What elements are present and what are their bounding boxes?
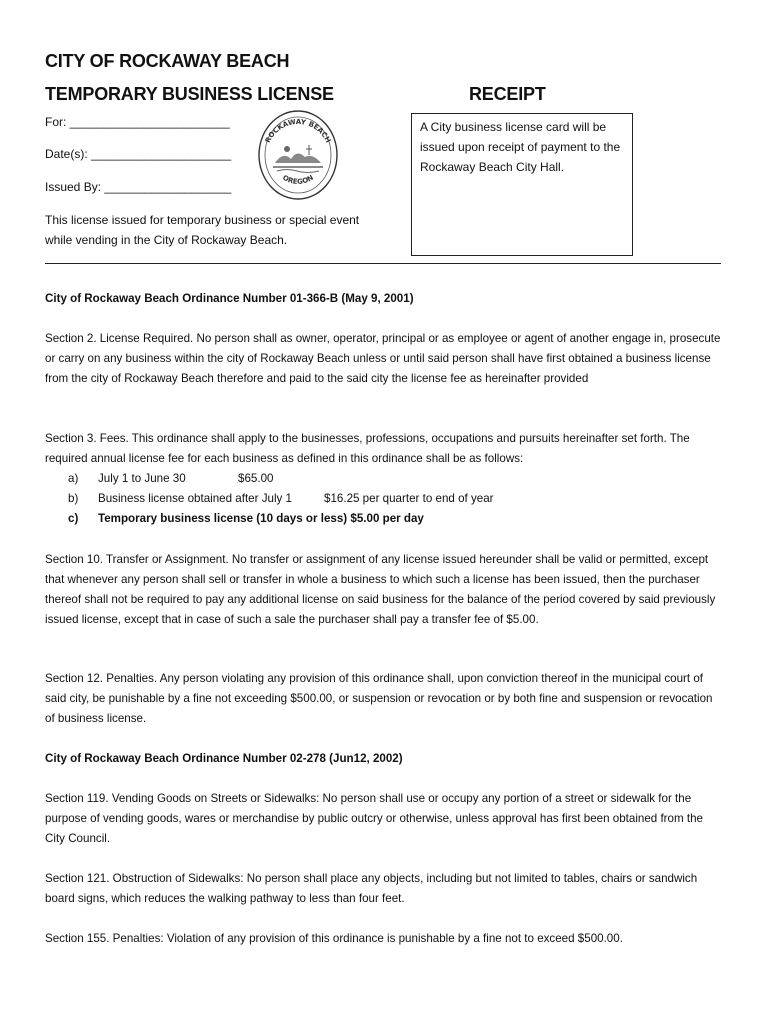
for-field[interactable]: For: ________________________	[45, 115, 230, 129]
divider	[45, 263, 721, 264]
fee-amount: $65.00	[238, 472, 274, 485]
fee-label: b)	[68, 492, 79, 505]
section-10: Section 10. Transfer or Assignment. No transfer or assignment of any license issued hereunder shall be valid or permitted, except that whenever any person shall sell or transfer in whole a business to which such a license has been issued, then the purchaser thereof shall not be required to pay any additional license on said business for the balance of the period covered by said previously issued license, except that in case of such a sale the purchaser shall pay a transfer fee of $5.00.	[45, 553, 716, 626]
city-title: CITY OF ROCKAWAY BEACH	[45, 51, 290, 71]
dates-field[interactable]: Date(s): _____________________	[45, 147, 232, 161]
intro-line-1: This license issued for temporary business or special event	[45, 213, 360, 227]
section-2: Section 2. License Required. No person shall as owner, operator, principal or as employee or agent of another engage in, prosecute or carry on any business within the city of Rockaway Beach unless or until said person shall have first obtained a business license from the city of Rockaway Beach therefore and paid to the said city the license fee as hereinafter provided	[45, 332, 721, 385]
receipt-text: A City business license card will be issued upon receipt of payment to the Rockaway Beach City Hall.	[420, 120, 621, 174]
receipt-box	[411, 113, 633, 256]
section-121: Section 121. Obstruction of Sidewalks: No person shall place any objects, including but not limited to tables, chairs or sandwich board signs, which reduces the walking pathway to less than four feet.	[45, 872, 698, 905]
section-3: Section 3. Fees. This ordinance shall apply to the businesses, professions, occupations and pursuits hereinafter set forth. The required annual license fee for each business as defined in this ordinance shall be as follows:	[45, 432, 690, 465]
fee-item	[45, 492, 494, 505]
license-title: TEMPORARY BUSINESS LICENSE	[45, 84, 334, 104]
fee-label: c)	[68, 512, 79, 525]
section-12: Section 12. Penalties. Any person violating any provision of this ordinance shall, upon conviction thereof in the municipal court of said city, be punishable by a fine not exceeding $500.00, or suspension or revocation or by both fine and suspension or revocation of business license.	[45, 672, 713, 725]
seal-bottom-text: OREGON	[281, 173, 315, 186]
seal-top-text: ROCKAWAY BEACH	[263, 117, 333, 145]
ordinance-2-heading: City of Rockaway Beach Ordinance Number 02-278 (Jun12, 2002)	[45, 752, 403, 765]
section-119: Section 119. Vending Goods on Streets or Sidewalks: No person shall use or occupy any portion of a street or sidewalk for the purpose of vending goods, wares or merchandise by public outcry or otherwise, unless approval has first been obtained from the City Council.	[45, 792, 703, 845]
ordinance-1-heading: City of Rockaway Beach Ordinance Number 01-366-B (May 9, 2001)	[45, 292, 414, 305]
fee-item	[45, 472, 273, 485]
fee-text: Business license obtained after July 1	[98, 492, 292, 505]
svg-text:OREGON	[281, 174, 315, 186]
fee-amount: $16.25 per quarter to end of year	[324, 492, 494, 505]
section-155: Section 155. Penalties: Violation of any provision of this ordinance is punishable by a fine not to exceed $500.00.	[45, 932, 623, 945]
fee-item	[45, 512, 424, 525]
fee-text: July 1 to June 30	[98, 472, 186, 485]
svg-text:ROCKAWAY BEACH	[264, 118, 332, 144]
intro-line-2: while vending in the City of Rockaway Beach.	[45, 233, 288, 247]
fee-text: Temporary business license (10 days or less) $5.00 per day	[98, 512, 424, 525]
city-seal-icon	[257, 109, 339, 201]
issued-by-field[interactable]: Issued By: ___________________	[45, 180, 232, 194]
fee-label: a)	[68, 472, 79, 485]
receipt-title: RECEIPT	[469, 84, 546, 104]
